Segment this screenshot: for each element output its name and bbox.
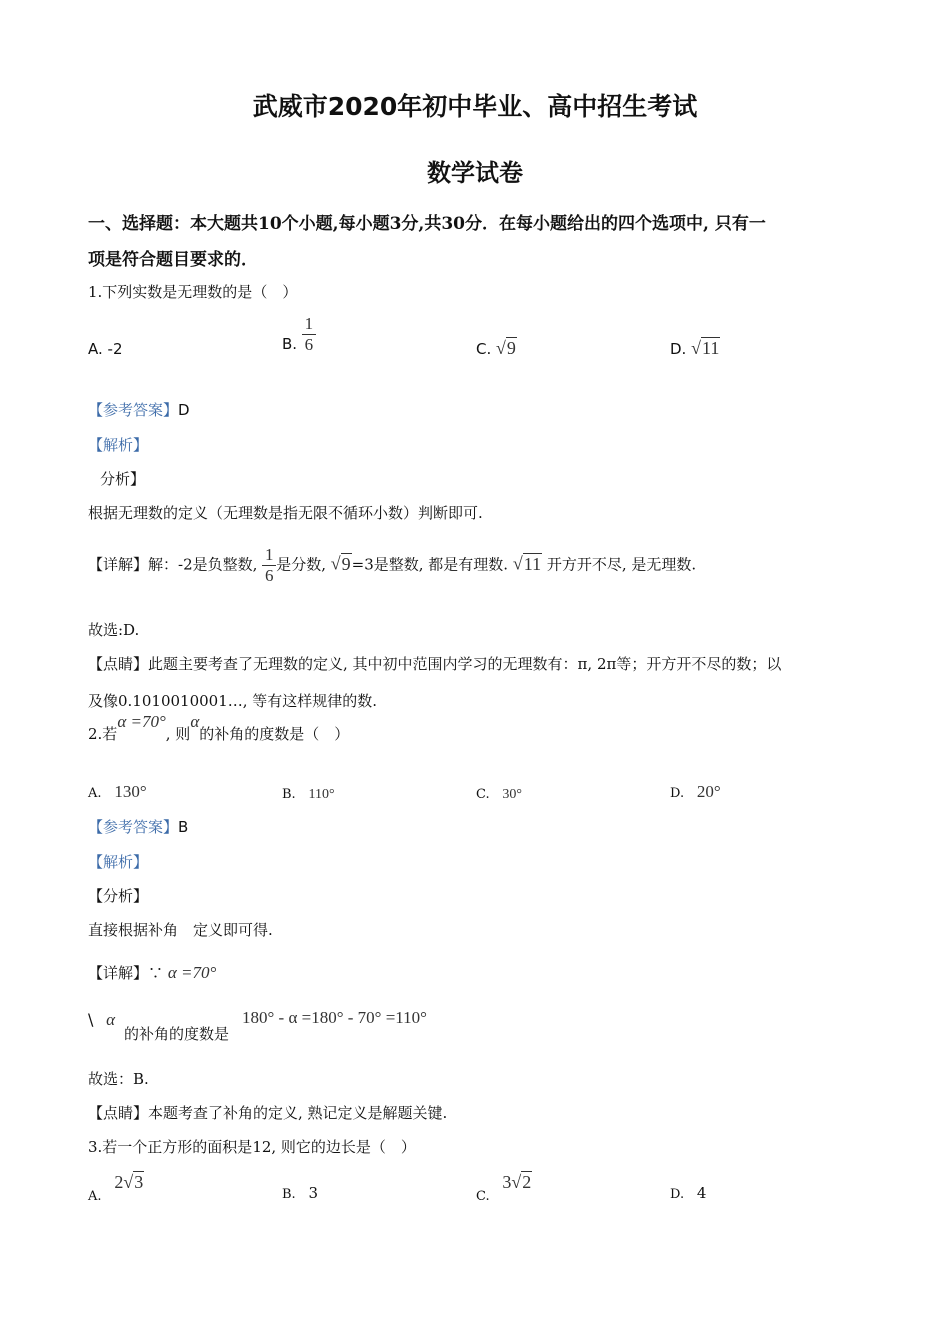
q1-stem: 1.下列实数是无理数的是（ ） bbox=[88, 283, 298, 301]
q2-option-b-label: B. bbox=[282, 787, 296, 802]
comment-text: 本题考查了补角的定义, 熟记定义是解题关键. bbox=[148, 1104, 448, 1122]
detail-tag: 【详解】 bbox=[88, 555, 149, 574]
stem-suffix: 的补角的度数是（ ） bbox=[199, 725, 350, 743]
therefore-symbol: \ bbox=[88, 1010, 94, 1029]
sqrt-radicand: 11 bbox=[702, 338, 720, 358]
q2-comment bbox=[88, 1102, 447, 1123]
q1-analysis-text: 根据无理数的定义（无理数是指无限不循环小数）判断即可. bbox=[88, 504, 483, 522]
comment-tag: 【点睛】 bbox=[88, 655, 149, 673]
q1-comment-line1 bbox=[88, 653, 781, 674]
q1-option-a-label: A. bbox=[88, 340, 103, 358]
detail-part4: 开方开不尽, 是无理数. bbox=[546, 555, 697, 574]
q2-detail bbox=[88, 962, 216, 983]
q1-option-b-fraction bbox=[302, 314, 316, 355]
q2-option-a bbox=[88, 782, 147, 802]
q3-option-c bbox=[476, 1172, 532, 1204]
q2-choose: 故选：B. bbox=[88, 1070, 149, 1088]
page-subtitle: 数学试卷 bbox=[427, 159, 523, 187]
fraction-numerator: 1 bbox=[264, 545, 274, 564]
q3-option-a-sqrt: 2√3 bbox=[114, 1172, 144, 1192]
detail-part3: =3是整数, 都是有理数. bbox=[351, 555, 509, 574]
sqrt-coefficient: 3 bbox=[502, 1172, 512, 1192]
answer-value: D bbox=[178, 401, 190, 419]
q2-option-d-value: 20° bbox=[696, 782, 721, 801]
q3-option-a-label: A. bbox=[88, 1189, 102, 1204]
detail-tag: 【详解】 bbox=[88, 964, 149, 982]
q3-option-d bbox=[670, 1184, 706, 1202]
q3-option-c-sqrt: 3√2 bbox=[502, 1172, 532, 1192]
sqrt-radicand: 11 bbox=[523, 553, 542, 574]
q2-option-a-label: A. bbox=[88, 786, 102, 801]
q3-option-c-label: C. bbox=[476, 1189, 490, 1204]
sqrt-radicand: 9 bbox=[341, 553, 351, 574]
q2-answer bbox=[88, 816, 188, 837]
q2-stem bbox=[88, 712, 350, 744]
q2-therefore bbox=[88, 1010, 115, 1030]
q1-answer bbox=[88, 399, 190, 420]
q2-option-d-label: D. bbox=[670, 786, 685, 801]
q3-option-d-label: D. bbox=[670, 1187, 685, 1202]
answer-value: B bbox=[178, 818, 189, 836]
sqrt-coefficient: 2 bbox=[114, 1172, 124, 1192]
detail-part1: 解：-2是负整数, bbox=[148, 555, 258, 574]
q2-option-c-value: 30° bbox=[502, 787, 523, 802]
q1-analysis-tag: 【解析】 bbox=[88, 436, 149, 454]
q3-option-b-label: B. bbox=[282, 1187, 296, 1202]
q1-option-d-label: D. bbox=[670, 340, 687, 358]
because-symbol: ∵ bbox=[148, 964, 164, 982]
q1-comment-line2: 及像0.1010010001…, 等有这样规律的数. bbox=[88, 692, 378, 710]
q1-detail bbox=[88, 545, 696, 586]
q2-analysis-tag: 【解析】 bbox=[88, 853, 149, 871]
q1-option-d-sqrt: √11 bbox=[691, 338, 720, 358]
q3-stem: 3.若一个正方形的面积是12, 则它的边长是（ ） bbox=[88, 1138, 416, 1156]
q3-option-b-value: 3 bbox=[308, 1184, 319, 1202]
detail-equation: α =70° bbox=[167, 963, 217, 982]
section-heading-line1: 一、选择题：本大题共10个小题,每小题3分,共30分．在每小题给出的四个选项中, 只有一 bbox=[88, 214, 766, 234]
detail-fraction bbox=[262, 545, 276, 586]
section-heading-line2: 项是符合题目要求的． bbox=[88, 250, 258, 270]
detail-part2: 是分数, bbox=[276, 555, 326, 574]
q2-therefore-text: 的补角的度数是 bbox=[124, 1025, 230, 1043]
q2-option-c bbox=[476, 784, 522, 803]
q1-option-c-sqrt: √9 bbox=[496, 338, 516, 358]
detail-sqrt-11: √11 bbox=[512, 553, 542, 574]
q1-option-a bbox=[88, 340, 123, 358]
answer-tag: 【参考答案】 bbox=[88, 401, 179, 419]
q2-option-d bbox=[670, 782, 721, 802]
fraction-numerator: 1 bbox=[304, 314, 314, 333]
sqrt-radicand: 3 bbox=[134, 1172, 144, 1192]
q3-option-d-value: 4 bbox=[696, 1184, 707, 1202]
q1-option-d bbox=[670, 338, 720, 359]
q1-option-b-label: B. bbox=[282, 334, 298, 353]
q2-therefore-equation: 180° - α =180° - 70° =110° bbox=[242, 1008, 427, 1027]
q1-choose: 故选:D. bbox=[88, 621, 140, 639]
q3-option-a bbox=[88, 1172, 144, 1204]
q1-option-b bbox=[282, 314, 316, 355]
sqrt-radicand: 9 bbox=[506, 338, 516, 358]
comment-tag: 【点睛】 bbox=[88, 1104, 149, 1122]
fraction-denominator: 6 bbox=[304, 335, 314, 354]
stem-alpha-equation: α =70° bbox=[117, 712, 166, 731]
therefore-alpha: α bbox=[106, 1010, 116, 1029]
stem-alpha: α bbox=[190, 712, 200, 731]
answer-tag: 【参考答案】 bbox=[88, 818, 179, 836]
fraction-denominator: 6 bbox=[264, 566, 274, 585]
q2-option-b-value: 110° bbox=[308, 787, 335, 802]
stem-prefix: 2.若 bbox=[88, 725, 118, 743]
q2-option-a-value: 130° bbox=[114, 782, 147, 801]
q1-option-c-label: C. bbox=[476, 340, 492, 358]
q1-option-c bbox=[476, 338, 517, 359]
detail-sqrt-9: √9 bbox=[330, 553, 351, 574]
q3-option-b bbox=[282, 1184, 318, 1202]
q1-analysis-head: 分析】 bbox=[100, 470, 146, 488]
page-title: 武威市2020年初中毕业、高中招生考试 bbox=[252, 92, 698, 121]
q2-analysis-head: 【分析】 bbox=[88, 887, 149, 905]
q2-analysis-text: 直接根据补角 定义即可得. bbox=[88, 921, 273, 939]
q1-option-a-value: -2 bbox=[107, 340, 123, 358]
stem-middle: , 则 bbox=[165, 725, 191, 743]
q2-option-b bbox=[282, 784, 335, 803]
q2-option-c-label: C. bbox=[476, 787, 490, 802]
comment-text: 此题主要考查了无理数的定义, 其中初中范围内学习的无理数有：π, 2π等；开方开不尽的数；以 bbox=[148, 655, 782, 673]
sqrt-radicand: 2 bbox=[522, 1172, 532, 1192]
